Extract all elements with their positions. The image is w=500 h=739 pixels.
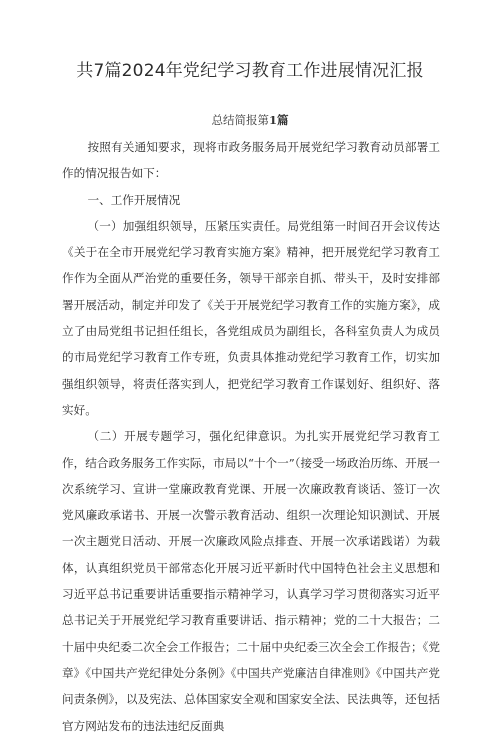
heading-work-status: 一、工作开展情况 — [87, 192, 181, 207]
document-title: 共7篇2024年党纪学习教育工作进展情况汇报 — [76, 61, 424, 81]
paragraph-study: （二）开展专题学习，强化纪律意识。为扎实开展党纪学习教育工作，结合政务服务工作实际，市局以“十个一”（接受一场政治历练、开展一次系统学习、宣讲一堂廉政教育党课、开展一次廉政教育谈话、签订一次党风廉政承诺书、开展一次警示教育活动、组织一次理论知识测试、开展一次主题党日活动、开展一次廉政风险点排查、开展一次承诺践诺）为载体，认真组织党员干部常态化开展习近平新时代中国特色社会主义思想和习近平总书记重要讲话重要指示精神学习，认真学习学习贯彻落实习近平总书记关于开展党纪学习教育重要讲话、指示精神；党的二十大报告；二十届中央纪委二次全会工作报告；二十届中央纪委三次全会工作报告；《党章》《中国共产党纪律处分条例》《中国共产党廉洁自律准则》《中国共产党问责条例》，以及宪法、总体国家安全观和国家安全法、民法典等，还包括官方网站发布的违法违纪反面典 — [62, 429, 440, 733]
document-body — [62, 134, 440, 739]
intro-paragraph: 按照有关通知要求，现将市政务服务局开展党纪学习教育动员部署工作的情况报告如下： — [62, 140, 440, 181]
section-heading-number: 1篇 — [268, 113, 289, 127]
paragraph-organization: （一）加强组织领导，压紧压实责任。局党组第一时间召开会议传达《关于在全市开展党纪学习教育实施方案》精神，把开展党纪学习教育工作作为全面从严治党的重要任务，领导干部亲自抓、带头干，及时安排部署开展活动，制定并印发了《关于开展党纪学习教育工作的实施方案》，成立了由局党组书记担任组长，各党组成员为副组长，各科室负责人为成员的市局党纪学习教育工作专班，负责具体推动党纪学习教育工作，切实加强组织领导，将责任落实到人，把党纪学习教育工作谋划好、组织好、落实好。 — [62, 218, 440, 417]
section-heading — [40, 112, 460, 128]
section-heading-label: 总结简报第 — [211, 113, 269, 127]
